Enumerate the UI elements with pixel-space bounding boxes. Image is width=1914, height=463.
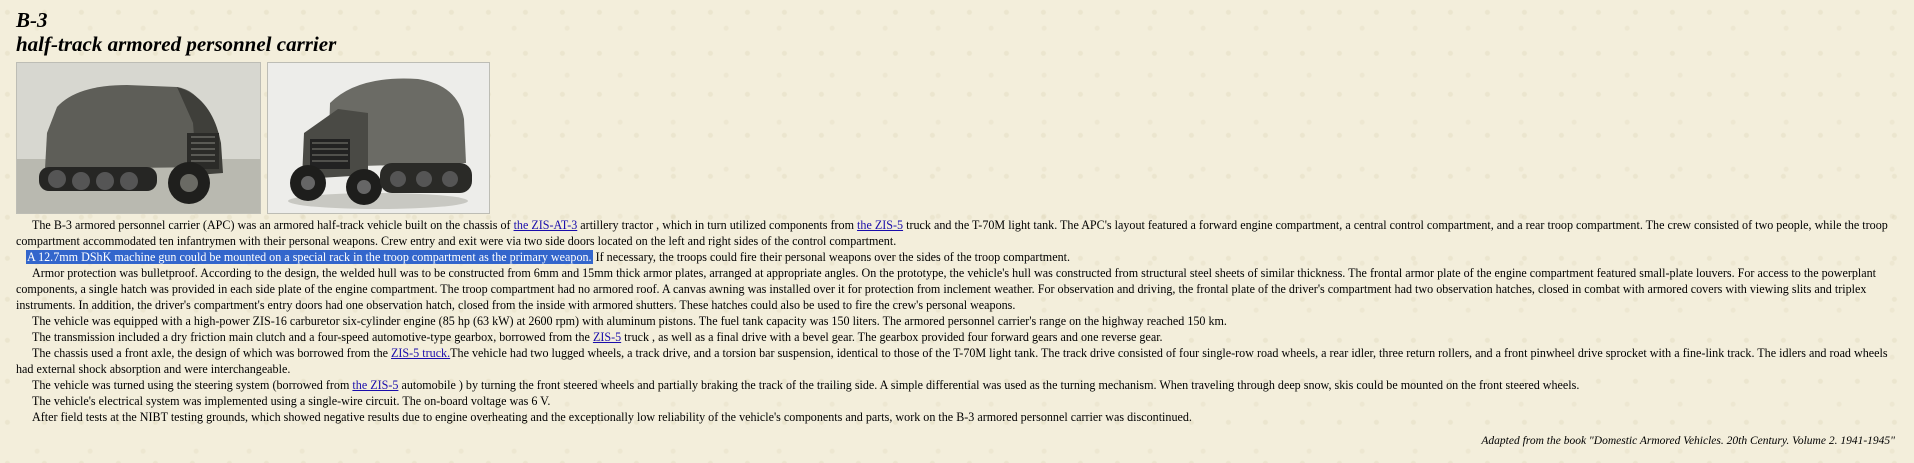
text-span: The transmission included a dry friction main clutch and a four-speed automotive-type gearbox, borrowed from the xyxy=(32,330,593,344)
selected-text: A 12.7mm DShK machine gun could be mounted on a special rack in the troop compartment as the primary weapon. xyxy=(27,250,592,264)
paragraph-transmission xyxy=(16,329,1900,345)
link-zis-5[interactable]: the ZIS-5 xyxy=(857,218,904,232)
photo-row xyxy=(16,62,1898,212)
text-span: automobile ) by turning the front steered wheels and partially braking the track of the trailing side. A simple differential was used as the turning mechanism. When traveling through deep snow, skis could be mounted on the front steered wheels. xyxy=(398,378,1580,392)
text-span: artillery tractor , which in turn utilized components from xyxy=(577,218,858,232)
half-track-front-view-photo xyxy=(267,62,490,214)
page-subtitle: half-track armored personnel carrier xyxy=(16,32,337,56)
text-span: truck , as well as a final drive with a bevel gear. The gearbox provided four forward gears and one reverse gear. xyxy=(621,330,1163,344)
text-span: The chassis used a front axle, the design of which was borrowed from the xyxy=(32,346,392,360)
paragraph-steering xyxy=(16,377,1900,393)
article-body xyxy=(16,217,1900,425)
text-span: The vehicle was turned using the steering system (borrowed from xyxy=(32,378,353,392)
text-span: truck and the T-70M light tank. The APC's layout featured a forward engine compartment, a central control compartment, and a rear troop compartment. The crew consisted of two people, while the troop compartment accommodated ten infantrymen with their personal weapons. Crew entry and exit were via two side doors located on the left and right sides of the control compartment. xyxy=(16,218,1888,248)
paragraph-armament xyxy=(16,249,1900,265)
text-span: The vehicle had two lugged wheels, a track drive, and a torsion bar suspension, identical to those of the T-70M light tank. The track drive consisted of four single-row road wheels, a rear idler, three return rollers, and a front pinwheel drive sprocket with a fine-link track. The idlers and road wheels had external shock absorption and were interchangeable. xyxy=(16,346,1888,376)
link-zis-5-truck[interactable]: ZIS-5 xyxy=(592,330,622,344)
half-track-side-view-photo xyxy=(16,62,261,214)
source-citation: Adapted from the book "Domestic Armored Vehicles. 20th Century. Volume 2. 1941-1945" xyxy=(1481,435,1895,447)
paragraph-engine: The vehicle was equipped with a high-power ZIS-16 carburetor six-cylinder engine (85 hp (63 kW) at 2600 rpm) with aluminum pistons. The fuel tank capacity was 150 liters. The armored personnel carrier's range on the highway reached 150 km. xyxy=(32,314,1227,328)
text-span: If necessary, the troops could fire their personal weapons over the sides of the troop compartment. xyxy=(592,250,1071,264)
paragraph-conclusion: After field tests at the NIBT testing grounds, which showed negative results due to engine overheating and the exceptionally low reliability of the vehicle's components and parts, work on the B-3 armored personnel carrier was discontinued. xyxy=(32,410,1192,424)
link-zis-at-3[interactable]: the ZIS-AT-3 xyxy=(513,218,578,232)
link-zis-5-truck-chassis[interactable]: ZIS-5 truck. xyxy=(391,346,451,360)
text-span: The B-3 armored personnel carrier (APC) was an armored half-track vehicle built on the chassis of xyxy=(32,218,514,232)
paragraph-chassis xyxy=(16,345,1900,377)
paragraph-electrical: The vehicle's electrical system was implemented using a single-wire circuit. The on-board voltage was 6 V. xyxy=(32,394,551,408)
page-title: B-3 xyxy=(16,8,48,32)
paragraph-armor: Armor protection was bulletproof. According to the design, the welded hull was to be constructed from 6mm and 15mm thick armor plates, arranged at appropriate angles. On the prototype, the vehicle's hull was constructed from structural steel sheets of similar thickness. The frontal armor plate of the engine compartment featured small-plate louvers. For access to the powerplant components, a single hatch was provided in each side plate of the engine compartment. The troop compartment had no armored roof. A canvas awning was installed over it for protection from inclement weather. For observation and driving, the frontal plate of the driver's compartment had two observation hatches, closed in combat with armored covers with viewing slits and triplex instruments. In addition, the driver's compartment's entry doors had one observation hatch, closed from the inside with armored shutters. These hatches could also be used to fire the crew's personal weapons. xyxy=(16,266,1877,312)
link-zis-5-automobile[interactable]: the ZIS-5 xyxy=(352,378,399,392)
paragraph-overview xyxy=(16,217,1900,249)
